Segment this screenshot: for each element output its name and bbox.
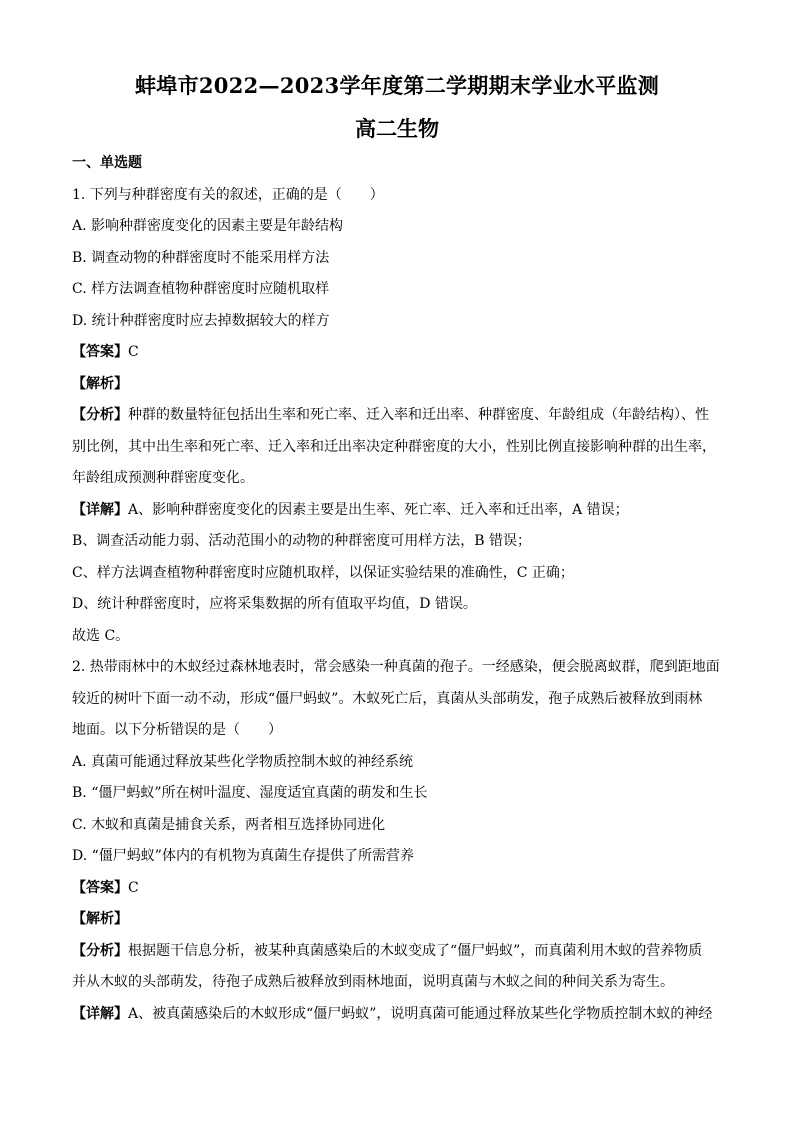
document-body <box>72 148 722 1030</box>
q2-answer-value: C <box>128 879 139 896</box>
q1-option-d: D. 统计种群密度时应去掉数据较大的样方 <box>72 312 330 329</box>
q2-fenxi-line-2: 并从木蚁的头部萌发，待孢子成熟后被释放到雨林地面，说明真菌与木蚁之间的种间关系为寄生。 <box>72 974 674 990</box>
q1-xiangjie-label: 【详解】 <box>72 501 128 518</box>
q1-stem: 1. 下列与种群密度有关的叙述，正确的是（ ） <box>72 186 384 203</box>
q2-fenxi-text-1: 根据题干信息分析，被某种真菌感染后的木蚁变成了“僵尸蚂蚁”，而真菌利用木蚁的营养物质 <box>128 942 703 959</box>
q1-xiangjie-line-2: B、调查活动能力弱、活动范围小的动物的种群密度可用样方法，B 错误； <box>72 533 532 549</box>
q1-option-a: A. 影响种群密度变化的因素主要是年龄结构 <box>72 218 344 234</box>
document-subtitle: 高二生物 <box>355 116 439 141</box>
q2-stem-line-2: 较近的树叶下面一动不动，形成“僵尸蚂蚁”。木蚁死亡后，真菌从头部萌发，孢子成熟后被释放到雨林 <box>72 690 703 707</box>
q1-fenxi-text-1: 种群的数量特征包括出生率和死亡率、迁入率和迁出率、种群密度、年龄组成（年龄结构）、性 <box>128 407 709 423</box>
q1-xiangjie-text-1: A、影响种群密度变化的因素主要是出生率、死亡率、迁入率和迁出率，A 错误； <box>128 501 629 518</box>
q1-xiangjie-line-3: C、样方法调查植物种群密度时应随机取样，以保证实验结果的准确性，C 正确； <box>72 564 574 581</box>
q2-fenxi-label: 【分析】 <box>72 942 128 959</box>
q1-fenxi-line-1 <box>72 400 722 432</box>
q1-conclusion: 故选 C。 <box>72 627 130 644</box>
q1-fenxi-line-3: 年龄组成预测种群密度变化。 <box>72 470 254 486</box>
q2-option-d: D. “僵尸蚂蚁”体内的有机物为真菌生存提供了所需营养 <box>72 848 414 864</box>
q2-option-a: A. 真菌可能通过释放某些化学物质控制木蚁的神经系统 <box>72 753 414 770</box>
q1-answer <box>72 337 722 369</box>
q1-xiangjie-line-1 <box>72 495 722 527</box>
q2-xiangjie-text-1: A、被真菌感染后的木蚁形成“僵尸蚂蚁”，说明真菌可能通过释放某些化学物质控制木蚁的神经 <box>128 1005 713 1022</box>
q1-option-c: C. 样方法调查植物种群密度时应随机取样 <box>72 281 330 297</box>
q2-xiangjie-line-1 <box>72 999 722 1031</box>
q2-option-c: C. 木蚁和真菌是捕食关系，两者相互选择协同进化 <box>72 816 386 833</box>
q1-fenxi-line-2: 别比例，其中出生率和死亡率、迁入率和迁出率决定种群密度的大小，性别比例直接影响种群的出生率， <box>72 438 716 455</box>
q2-fenxi-line-1 <box>72 936 722 968</box>
q2-stem-line-3: 地面。以下分析错误的是（ ） <box>72 722 282 738</box>
q2-stem-line-1: 2. 热带雨林中的木蚁经过森林地表时，常会感染一种真菌的孢子。一经感染，便会脱离蚁群，爬到距地面 <box>72 659 720 675</box>
q2-analysis-label: 【解析】 <box>72 911 128 927</box>
document-title: 蚌埠市2022—2023学年度第二学期期末学业水平监测 <box>135 73 659 98</box>
section-heading: 一、单选题 <box>72 155 142 171</box>
q1-option-b: B. 调查动物的种群密度时不能采用样方法 <box>72 249 330 266</box>
q2-option-b: B. “僵尸蚂蚁”所在树叶温度、湿度适宜真菌的萌发和生长 <box>72 785 428 801</box>
q1-analysis-label: 【解析】 <box>72 375 128 392</box>
q1-answer-label: 【答案】 <box>72 344 128 360</box>
q1-xiangjie-line-4: D、统计种群密度时，应将采集数据的所有值取平均值，D 错误。 <box>72 596 477 612</box>
q2-answer <box>72 873 722 905</box>
q2-xiangjie-label: 【详解】 <box>72 1005 128 1022</box>
q1-fenxi-label: 【分析】 <box>72 407 128 423</box>
q1-answer-value: C <box>128 344 139 360</box>
q2-answer-label: 【答案】 <box>72 879 128 896</box>
